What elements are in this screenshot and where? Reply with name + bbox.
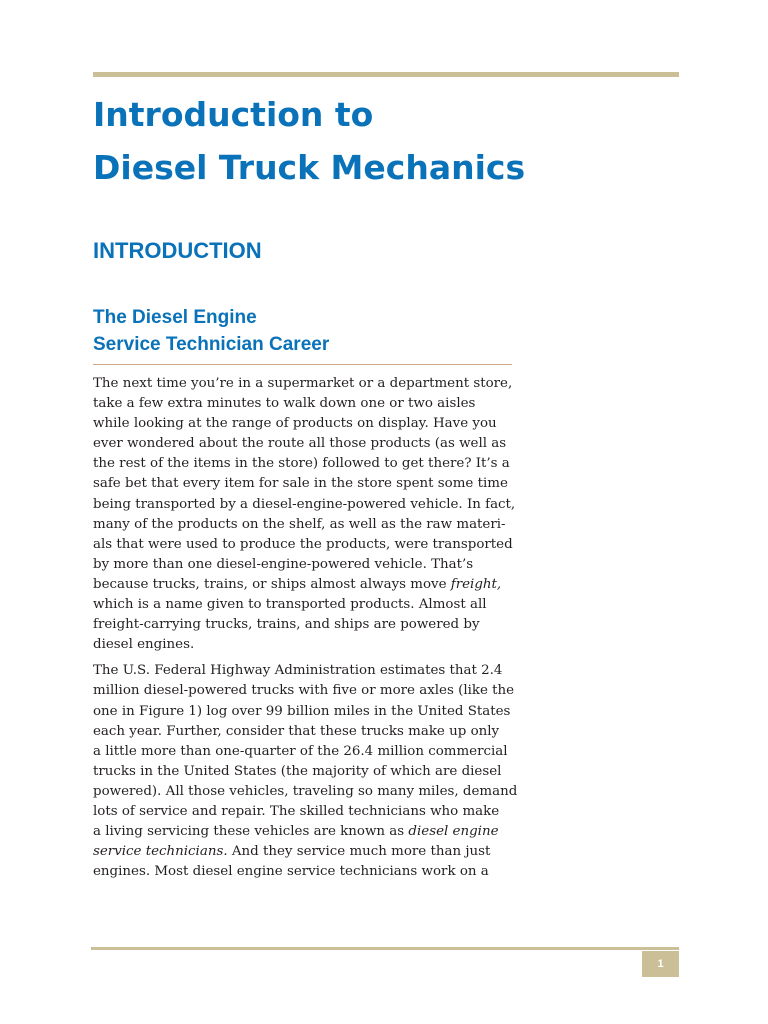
text-line [93,842,523,862]
text-line: the rest of the items in the store) followed to get there? It’s a [93,456,510,472]
text-line: by more than one diesel-engine-powered vehicle. That’s [93,556,474,572]
term-service-technicians: service technicians. [93,844,228,860]
text-segment: a living servicing these vehicles are known as [93,824,409,840]
subsection-divider [93,364,512,365]
text-line: which is a name given to transported products. Almost all [93,597,487,613]
text-line: one in Figure 1) log over 99 billion miles in the United States [93,703,511,719]
text-line: powered). All those vehicles, traveling so many miles, demand [93,783,518,799]
top-divider [93,72,679,77]
text-line: a little more than one-quarter of the 26.4 million commercial [93,743,508,759]
text-line: trucks in the United States (the majority of which are diesel [93,763,502,779]
text-line: The U.S. Federal Highway Administration estimates that 2.4 [93,663,503,679]
text-line: freight-carrying trucks, trains, and ships are powered by [93,617,480,633]
term-freight: freight, [450,576,502,592]
paragraph-1 [93,374,523,655]
paragraph-2 [93,661,523,882]
text-line: als that were used to produce the products, were transported [93,536,513,552]
text-line [93,822,523,842]
bottom-divider [91,947,679,950]
text-line: The next time you’re in a supermarket or a department store, [93,376,513,391]
text-line: many of the products on the shelf, as well as the raw materi- [93,516,506,532]
page-title [93,88,693,194]
page-number: 1 [642,951,679,977]
body-text [93,374,523,888]
text-line: ever wondered about the route all those products (as well as [93,436,507,452]
text-line: take a few extra minutes to walk down one or two aisles [93,396,476,412]
text-segment: because trucks, trains, or ships almost always move [93,576,451,592]
text-segment: And they service much more than just [227,844,491,860]
text-line: lots of service and repair. The skilled technicians who make [93,803,500,819]
page-title-line-1: Introduction to [93,95,374,134]
subsection-heading-line-2: Service Technician Career [93,334,330,355]
subsection-heading [93,304,329,358]
text-line [93,575,523,595]
text-line: safe bet that every item for sale in the store spent some time [93,476,508,492]
text-line: million diesel-powered trucks with five or more axles (like the [93,683,515,699]
text-line: while looking at the range of products on display. Have you [93,416,497,432]
subsection-heading-line-1: The Diesel Engine [93,307,257,328]
text-line: diesel engines. [93,637,195,653]
text-line: each year. Further, consider that these trucks make up only [93,723,500,739]
page-title-line-2: Diesel Truck Mechanics [93,148,526,187]
text-line: engines. Most diesel engine service technicians work on a [93,864,489,880]
section-heading: INTRODUCTION [93,238,262,263]
text-line: being transported by a diesel-engine-powered vehicle. In fact, [93,496,516,512]
term-diesel-engine: diesel engine [408,824,499,840]
